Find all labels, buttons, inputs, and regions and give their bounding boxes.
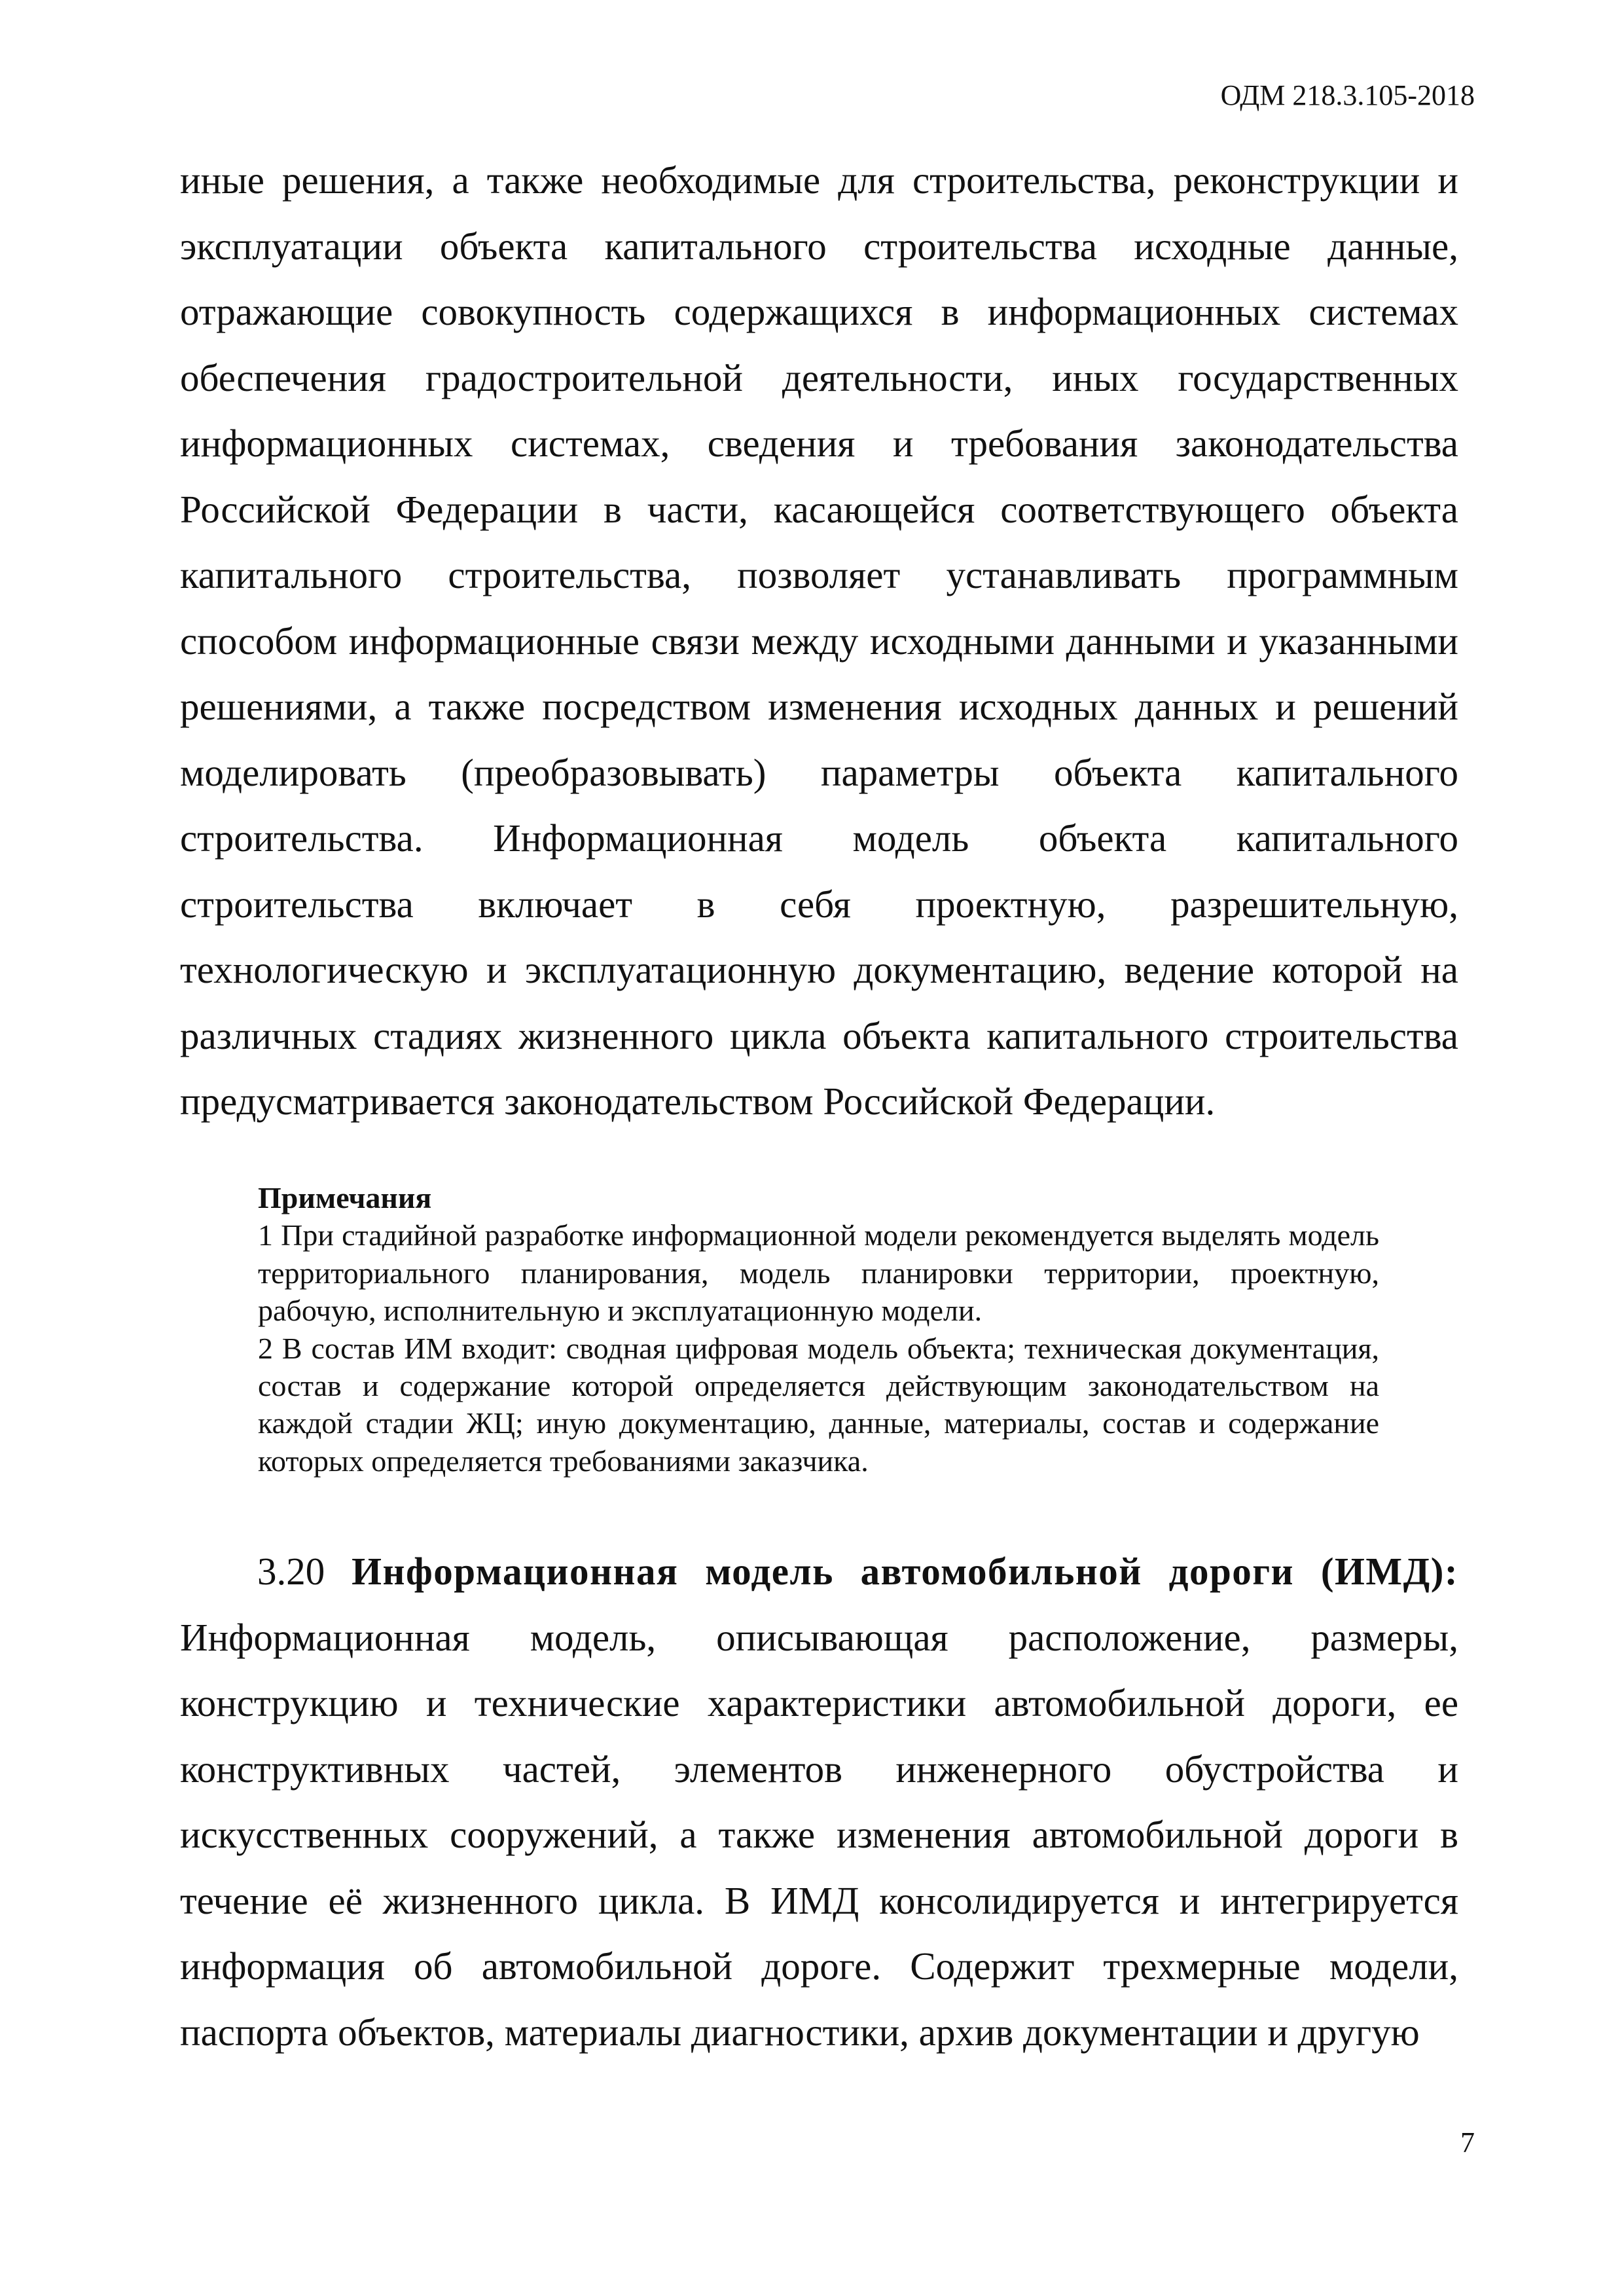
notes-block bbox=[258, 1179, 1379, 1480]
document-code: ОДМ 218.3.105-2018 bbox=[1220, 79, 1475, 111]
notes-title: Примечания bbox=[258, 1181, 432, 1214]
term-word-2: модель bbox=[705, 1550, 834, 1593]
note-item-1: 1 При стадийной разработке информационной модели рекомендуется выделять модель территориального планирования, модель планировки территории, проектную, рабочую, исполнительную и эксплуатационную модели. bbox=[258, 1218, 1379, 1328]
term-word-3: автомобильной bbox=[860, 1550, 1142, 1593]
term-word-4: дороги bbox=[1168, 1550, 1295, 1593]
section-3-20 bbox=[180, 1539, 1458, 2065]
page-number: 7 bbox=[1460, 2126, 1475, 2159]
main-paragraph: иные решения, а также необходимые для строительства, реконструкции и эксплуатации объекта капитального строительства исходные данные, отражающие совокупность содержащихся в информационных системах обеспечения градостроительной деятельности, иных государственных информационных системах, сведения и требования законодательства Российской Федерации в части, касающейся соответствующего объекта капитального строительства, позволяет устанавливать программным способом информационные связи между исходными данными и указанными решениями, а также посредством изменения исходных данных и решений моделировать (преобразовывать) параметры объекта капитального строительства. Информационная модель объекта капитального строительства включает в себя проектную, разрешительную, технологическую и эксплуатационную документацию, ведение которой на различных стадиях жизненного цикла объекта капитального строительства предусматривается законодательством Российской Федерации. bbox=[180, 158, 1458, 1123]
section-body: Информационная модель, описывающая расположение, размеры, конструкцию и технические характеристики автомобильной дороги, ее конструктивных частей, элементов инженерного обустройства и искусственных сооружений, а также изменения автомобильной дороги в течение её жизненного цикла. В ИМД консолидируется и интегрируется информация об автомобильной дороге. Содержит трехмерные модели, паспорта объектов, материалы диагностики, архив документации и другую bbox=[180, 1615, 1458, 2054]
term-word-1: Информационная bbox=[352, 1550, 679, 1593]
note-item-2: 2 В состав ИМ входит: сводная цифровая модель объекта; техническая документация, состав и содержание которой определяется действующим законодательством на каждой стадии ЖЦ; иную документацию, данные, материалы, состав и содержание которых определяется требованиями заказчика. bbox=[258, 1331, 1379, 1478]
term-word-5: (ИМД): bbox=[1320, 1550, 1458, 1593]
section-number: 3.20 bbox=[257, 1550, 325, 1593]
section-heading bbox=[180, 1539, 1458, 1605]
